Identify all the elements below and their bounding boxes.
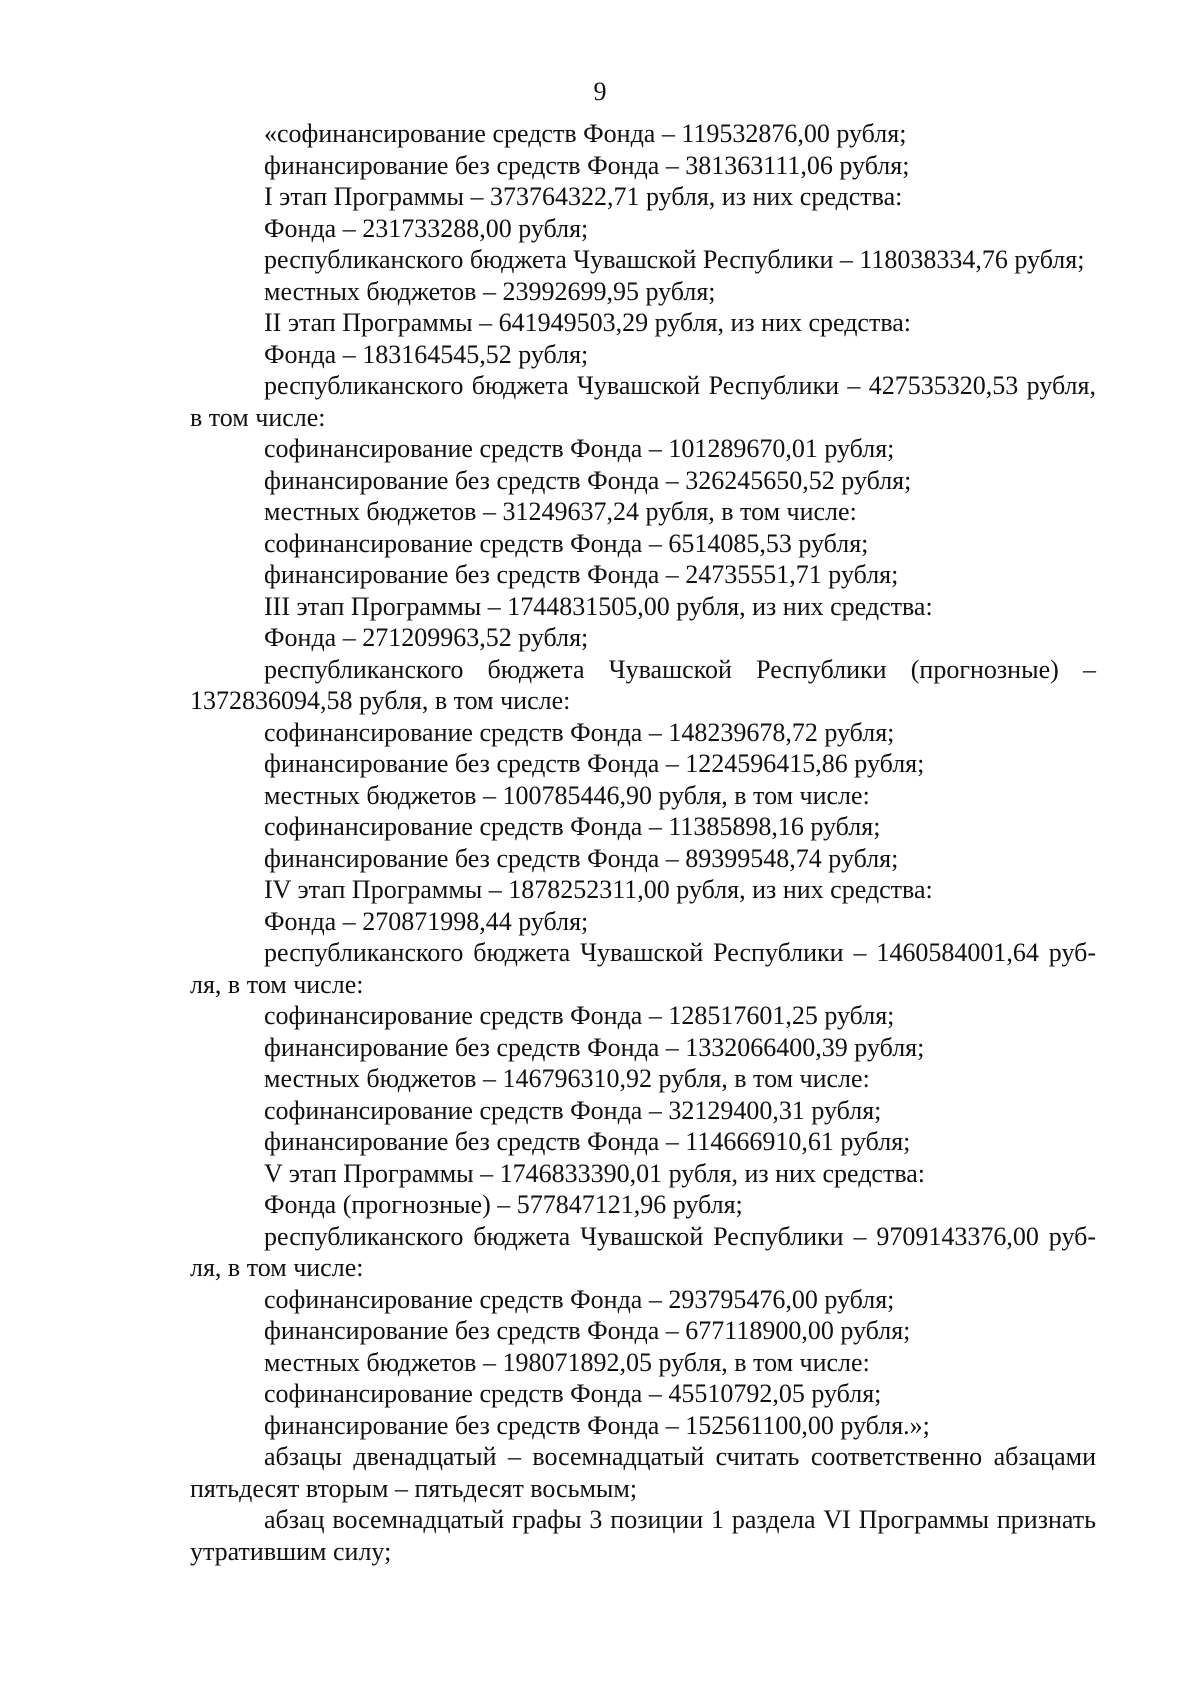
text-line: республиканского бюджета Чувашской Республики – 9709143376,00 руб- (264, 1221, 1096, 1251)
text-line: абзац восемнадцатый графы 3 позиции 1 раздела VI Программы признать (264, 1505, 1096, 1534)
document-body (190, 118, 1096, 1567)
text-line: местных бюджетов – 23992699,95 рубля; (264, 276, 716, 306)
text-line: местных бюджетов – 146796310,92 рубля, в том числе: (264, 1064, 870, 1093)
text-line: софинансирование средств Фонда – 148239678,72 рубля; (264, 717, 895, 747)
text-line: Фонда – 231733288,00 рубля; (264, 213, 589, 243)
text-line: софинансирование средств Фонда – 32129400,31 рубля; (264, 1095, 882, 1125)
text-line: софинансирование средств Фонда – 128517601,25 рубля; (264, 1001, 895, 1030)
text-line: Фонда – 271209963,52 рубля; (264, 623, 589, 652)
text-line: республиканского бюджета Чувашской Республики (прогнозные) – (264, 654, 1096, 684)
text-line: Фонда – 270871998,44 рубля; (264, 906, 589, 936)
text-line: софинансирование средств Фонда – 45510792,05 рубля; (264, 1379, 882, 1408)
text-line: местных бюджетов – 31249637,24 рубля, в том числе: (264, 497, 857, 526)
text-line: софинансирование средств Фонда – 6514085,53 рубля; (264, 528, 869, 558)
text-line: финансирование без средств Фонда – 89399548,74 рубля; (264, 843, 899, 873)
text-line: финансирование без средств Фонда – 677118900,00 рубля; (264, 1316, 911, 1345)
text-line: республиканского бюджета Чувашской Республики – 118038334,76 рубля; (264, 245, 1085, 274)
text-line: I этап Программы – 373764322,71 рубля, из них средства: (264, 182, 903, 211)
text-line: абзацы двенадцатый – восемнадцатый считать соответственно абзацами (264, 1442, 1096, 1471)
text-line: финансирование без средств Фонда – 1224596415,86 рубля; (264, 749, 925, 778)
text-line: республиканского бюджета Чувашской Республики – 1460584001,64 руб- (264, 938, 1096, 967)
text-line: II этап Программы – 641949503,29 рубля, из них средства: (264, 308, 912, 337)
text-line: республиканского бюджета Чувашской Республики – 427535320,53 рубля, (264, 371, 1096, 400)
text-line: «софинансирование средств Фонда – 119532876,00 рубля; (264, 119, 907, 148)
text-line: софинансирование средств Фонда – 11385898,16 рубля; (264, 812, 881, 841)
text-line: ля, в том числе: (190, 1253, 364, 1282)
page-number: 9 (593, 77, 607, 106)
text-line: пятьдесят вторым – пятьдесят восьмым; (190, 1473, 638, 1503)
text-line: финансирование без средств Фонда – 24735551,71 рубля; (264, 560, 899, 589)
text-line: ля, в том числе: (190, 969, 364, 999)
text-line: местных бюджетов – 100785446,90 рубля, в том числе: (264, 780, 870, 810)
text-line: софинансирование средств Фонда – 101289670,01 рубля; (264, 434, 895, 463)
text-line: III этап Программы – 1744831505,00 рубля, из них средства: (264, 591, 933, 621)
text-line: Фонда – 183164545,52 рубля; (264, 339, 589, 369)
text-line: финансирование без средств Фонда – 1332066400,39 рубля; (264, 1032, 925, 1062)
text-line: софинансирование средств Фонда – 293795476,00 рубля; (264, 1284, 895, 1314)
text-line: в том числе: (190, 402, 326, 432)
text-line: 1372836094,58 рубля, в том числе: (190, 686, 571, 715)
text-line: V этап Программы – 1746833390,01 рубля, из них средства: (264, 1158, 926, 1188)
text-line: утратившим силу; (190, 1536, 392, 1566)
text-line: финансирование без средств Фонда – 381363111,06 рубля; (264, 150, 910, 180)
text-line: местных бюджетов – 198071892,05 рубля, в том числе: (264, 1347, 870, 1377)
text-line: финансирование без средств Фонда – 326245650,52 рубля; (264, 465, 912, 495)
text-line: IV этап Программы – 1878252311,00 рубля, из них средства: (264, 875, 933, 904)
text-line: Фонда (прогнозные) – 577847121,96 рубля; (264, 1190, 743, 1219)
text-line: финансирование без средств Фонда – 114666910,61 рубля; (264, 1127, 911, 1156)
text-line: финансирование без средств Фонда – 152561100,00 рубля.»; (264, 1410, 930, 1440)
